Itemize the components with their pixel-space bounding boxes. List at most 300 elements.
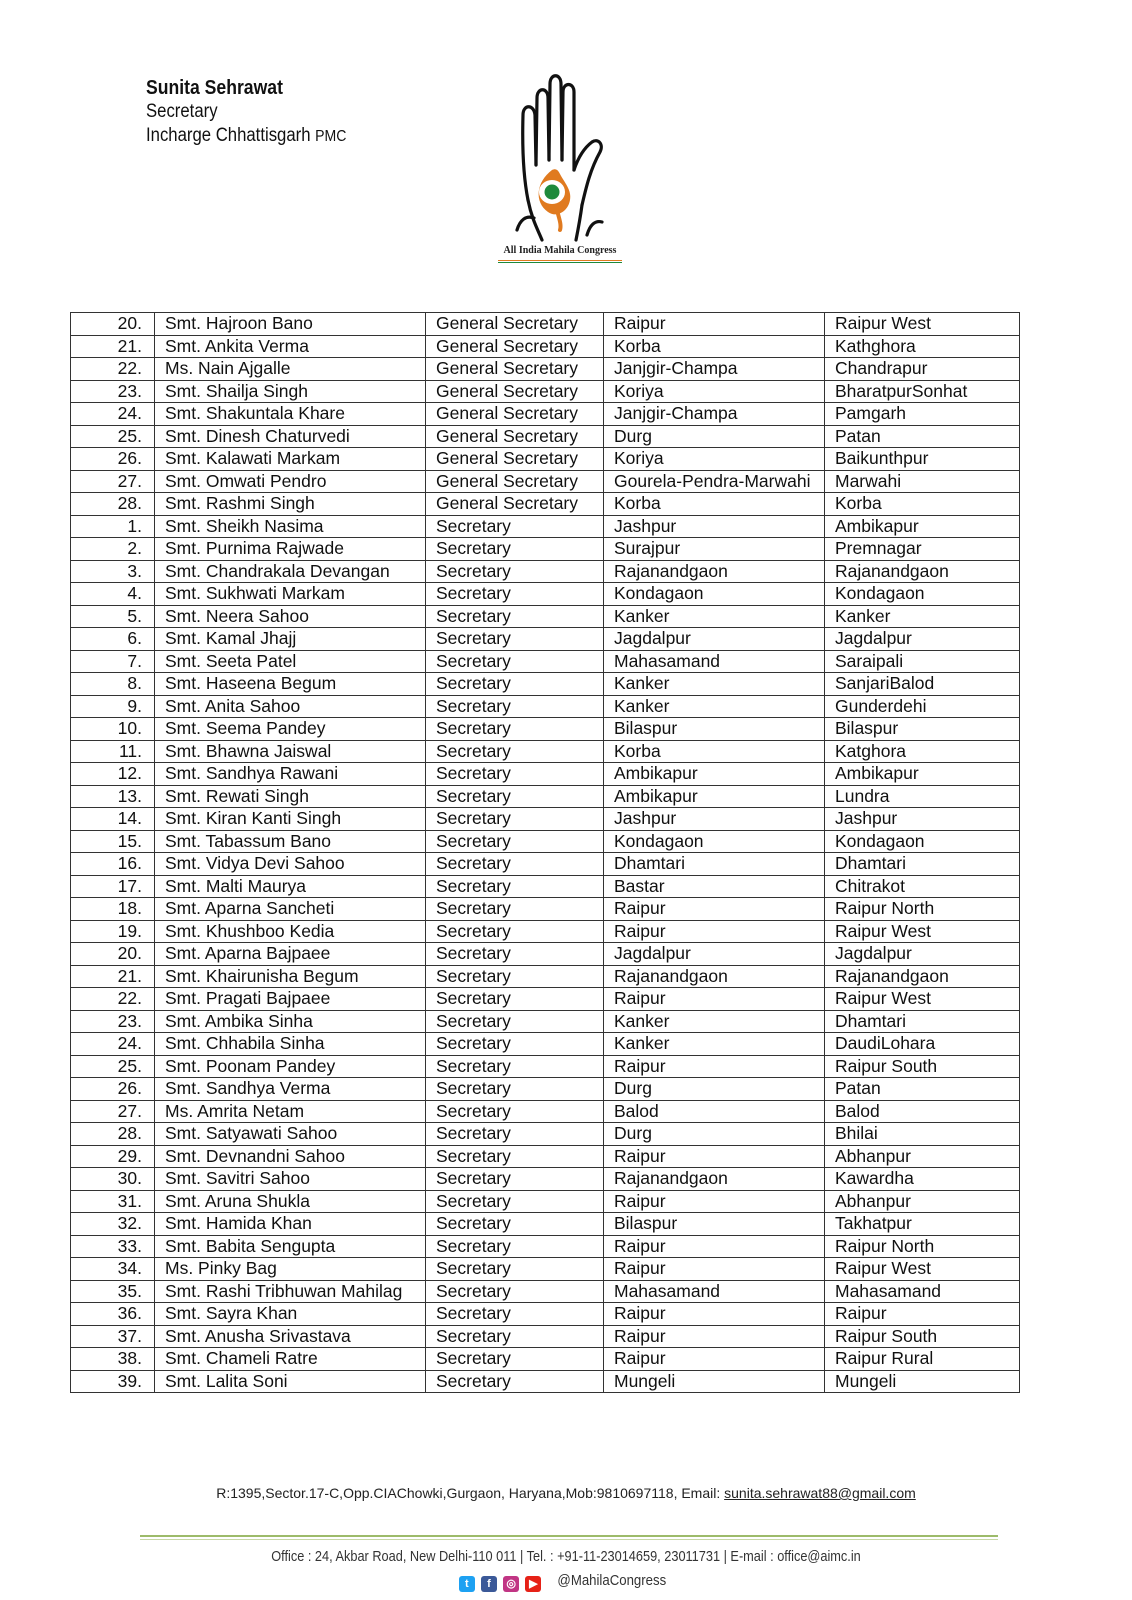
district-cell: Raipur bbox=[604, 1303, 825, 1326]
district-cell: Jashpur bbox=[604, 515, 825, 538]
member-name-cell: Smt. Khairunisha Begum bbox=[155, 965, 426, 988]
designation-cell: Secretary bbox=[426, 1348, 604, 1371]
district-cell: Raipur bbox=[604, 1325, 825, 1348]
table-row bbox=[71, 988, 1020, 1011]
aimc-logo bbox=[490, 70, 640, 270]
serial-number-cell: 13. bbox=[71, 785, 155, 808]
serial-number-cell: 6. bbox=[71, 628, 155, 651]
constituency-cell: Chandrapur bbox=[825, 358, 1020, 381]
table-row bbox=[71, 605, 1020, 628]
table-row bbox=[71, 335, 1020, 358]
member-name-cell: Smt. Bhawna Jaiswal bbox=[155, 740, 426, 763]
constituency-cell: Raipur North bbox=[825, 1235, 1020, 1258]
district-cell: Raipur bbox=[604, 313, 825, 336]
constituency-cell: Kondagaon bbox=[825, 830, 1020, 853]
designation-cell: Secretary bbox=[426, 560, 604, 583]
district-cell: Raipur bbox=[604, 1145, 825, 1168]
designation-cell: Secretary bbox=[426, 1280, 604, 1303]
member-name-cell: Smt. Chhabila Sinha bbox=[155, 1033, 426, 1056]
constituency-cell: Mungeli bbox=[825, 1370, 1020, 1393]
district-cell: Kanker bbox=[604, 605, 825, 628]
table-row bbox=[71, 1303, 1020, 1326]
member-name-cell: Smt. Aparna Bajpaee bbox=[155, 943, 426, 966]
member-name-cell: Ms. Pinky Bag bbox=[155, 1258, 426, 1281]
district-cell: Koriya bbox=[604, 380, 825, 403]
member-name-cell: Smt. Anita Sahoo bbox=[155, 695, 426, 718]
designation-cell: Secretary bbox=[426, 605, 604, 628]
constituency-cell: Ambikapur bbox=[825, 763, 1020, 786]
member-name-cell: Smt. Sandhya Verma bbox=[155, 1078, 426, 1101]
table-row bbox=[71, 1078, 1020, 1101]
table-row bbox=[71, 1100, 1020, 1123]
district-cell: Dhamtari bbox=[604, 853, 825, 876]
district-cell: Kanker bbox=[604, 673, 825, 696]
serial-number-cell: 26. bbox=[71, 1078, 155, 1101]
serial-number-cell: 12. bbox=[71, 763, 155, 786]
district-cell: Raipur bbox=[604, 1190, 825, 1213]
member-name-cell: Smt. Pragati Bajpaee bbox=[155, 988, 426, 1011]
constituency-cell: Rajanandgaon bbox=[825, 560, 1020, 583]
serial-number-cell: 31. bbox=[71, 1190, 155, 1213]
table-row bbox=[71, 493, 1020, 516]
designation-cell: Secretary bbox=[426, 673, 604, 696]
table-row bbox=[71, 853, 1020, 876]
constituency-cell: Kawardha bbox=[825, 1168, 1020, 1191]
serial-number-cell: 25. bbox=[71, 425, 155, 448]
table-row bbox=[71, 695, 1020, 718]
district-cell: Rajanandgaon bbox=[604, 560, 825, 583]
serial-number-cell: 14. bbox=[71, 808, 155, 831]
designation-cell: Secretary bbox=[426, 1010, 604, 1033]
district-cell: Mahasamand bbox=[604, 650, 825, 673]
designation-cell: General Secretary bbox=[426, 470, 604, 493]
table-row bbox=[71, 808, 1020, 831]
serial-number-cell: 38. bbox=[71, 1348, 155, 1371]
designation-cell: Secretary bbox=[426, 695, 604, 718]
constituency-cell: Raipur South bbox=[825, 1055, 1020, 1078]
constituency-cell: Raipur West bbox=[825, 988, 1020, 1011]
designation-cell: Secretary bbox=[426, 785, 604, 808]
table-row bbox=[71, 785, 1020, 808]
serial-number-cell: 22. bbox=[71, 358, 155, 381]
member-name-cell: Smt. Sukhwati Markam bbox=[155, 583, 426, 606]
table-row bbox=[71, 515, 1020, 538]
district-cell: Mungeli bbox=[604, 1370, 825, 1393]
logo-underline bbox=[498, 260, 622, 263]
constituency-cell: Patan bbox=[825, 1078, 1020, 1101]
district-cell: Raipur bbox=[604, 1055, 825, 1078]
member-name-cell: Smt. Sandhya Rawani bbox=[155, 763, 426, 786]
designation-cell: Secretary bbox=[426, 1055, 604, 1078]
member-name-cell: Smt. Kiran Kanti Singh bbox=[155, 808, 426, 831]
designation-cell: Secretary bbox=[426, 1123, 604, 1146]
district-cell: Bilaspur bbox=[604, 718, 825, 741]
constituency-cell: Chitrakot bbox=[825, 875, 1020, 898]
designation-cell: Secretary bbox=[426, 988, 604, 1011]
serial-number-cell: 27. bbox=[71, 1100, 155, 1123]
table-row bbox=[71, 403, 1020, 426]
district-cell: Kondagaon bbox=[604, 830, 825, 853]
district-cell: Ambikapur bbox=[604, 785, 825, 808]
designation-cell: Secretary bbox=[426, 740, 604, 763]
member-name-cell: Smt. Aruna Shukla bbox=[155, 1190, 426, 1213]
district-cell: Surajpur bbox=[604, 538, 825, 561]
facebook-icon[interactable]: f bbox=[481, 1576, 497, 1592]
constituency-cell: Saraipali bbox=[825, 650, 1020, 673]
constituency-cell: Kanker bbox=[825, 605, 1020, 628]
member-name-cell: Smt. Poonam Pandey bbox=[155, 1055, 426, 1078]
constituency-cell: Bilaspur bbox=[825, 718, 1020, 741]
table-row bbox=[71, 1325, 1020, 1348]
designation-cell: General Secretary bbox=[426, 493, 604, 516]
district-cell: Rajanandgaon bbox=[604, 965, 825, 988]
table-row bbox=[71, 358, 1020, 381]
district-cell: Durg bbox=[604, 1123, 825, 1146]
member-name-cell: Smt. Rewati Singh bbox=[155, 785, 426, 808]
constituency-cell: DaudiLohara bbox=[825, 1033, 1020, 1056]
designation-cell: Secretary bbox=[426, 943, 604, 966]
designation-cell: Secretary bbox=[426, 1325, 604, 1348]
member-name-cell: Smt. Vidya Devi Sahoo bbox=[155, 853, 426, 876]
table-row bbox=[71, 1190, 1020, 1213]
district-cell: Raipur bbox=[604, 1348, 825, 1371]
constituency-cell: Raipur bbox=[825, 1303, 1020, 1326]
table-row bbox=[71, 538, 1020, 561]
social-handle: @MahilaCongress bbox=[556, 1572, 666, 1589]
district-cell: Korba bbox=[604, 740, 825, 763]
serial-number-cell: 10. bbox=[71, 718, 155, 741]
table-row bbox=[71, 1258, 1020, 1281]
constituency-cell: Marwahi bbox=[825, 470, 1020, 493]
serial-number-cell: 35. bbox=[71, 1280, 155, 1303]
designation-cell: Secretary bbox=[426, 1370, 604, 1393]
serial-number-cell: 34. bbox=[71, 1258, 155, 1281]
table-row bbox=[71, 1168, 1020, 1191]
district-cell: Gourela-Pendra-Marwahi bbox=[604, 470, 825, 493]
constituency-cell: Ambikapur bbox=[825, 515, 1020, 538]
designation-cell: Secretary bbox=[426, 650, 604, 673]
serial-number-cell: 20. bbox=[71, 943, 155, 966]
designation-cell: Secretary bbox=[426, 808, 604, 831]
serial-number-cell: 32. bbox=[71, 1213, 155, 1236]
serial-number-cell: 8. bbox=[71, 673, 155, 696]
designation-cell: General Secretary bbox=[426, 425, 604, 448]
designation-cell: Secretary bbox=[426, 898, 604, 921]
serial-number-cell: 24. bbox=[71, 1033, 155, 1056]
table-row bbox=[71, 1123, 1020, 1146]
constituency-cell: Abhanpur bbox=[825, 1190, 1020, 1213]
constituency-cell: Raipur North bbox=[825, 898, 1020, 921]
table-row bbox=[71, 898, 1020, 921]
serial-number-cell: 36. bbox=[71, 1303, 155, 1326]
twitter-icon[interactable]: t bbox=[459, 1576, 475, 1592]
serial-number-cell: 29. bbox=[71, 1145, 155, 1168]
member-name-cell: Smt. Ambika Sinha bbox=[155, 1010, 426, 1033]
hand-icon bbox=[490, 70, 630, 245]
constituency-cell: Raipur West bbox=[825, 920, 1020, 943]
designation-cell: Secretary bbox=[426, 1078, 604, 1101]
instagram-icon[interactable]: ◎ bbox=[503, 1576, 519, 1592]
constituency-cell: Raipur South bbox=[825, 1325, 1020, 1348]
table-row bbox=[71, 875, 1020, 898]
constituency-cell: Kathghora bbox=[825, 335, 1020, 358]
table-row bbox=[71, 425, 1020, 448]
member-name-cell: Smt. Hajroon Bano bbox=[155, 313, 426, 336]
table-row bbox=[71, 1033, 1020, 1056]
member-name-cell: Ms. Amrita Netam bbox=[155, 1100, 426, 1123]
member-name-cell: Smt. Aparna Sancheti bbox=[155, 898, 426, 921]
member-name-cell: Smt. Sayra Khan bbox=[155, 1303, 426, 1326]
serial-number-cell: 1. bbox=[71, 515, 155, 538]
serial-number-cell: 5. bbox=[71, 605, 155, 628]
designation-cell: Secretary bbox=[426, 1190, 604, 1213]
serial-number-cell: 39. bbox=[71, 1370, 155, 1393]
designation-cell: General Secretary bbox=[426, 358, 604, 381]
member-name-cell: Smt. Seeta Patel bbox=[155, 650, 426, 673]
constituency-cell: Rajanandgaon bbox=[825, 965, 1020, 988]
district-cell: Jagdalpur bbox=[604, 943, 825, 966]
member-name-cell: Smt. Kalawati Markam bbox=[155, 448, 426, 471]
serial-number-cell: 22. bbox=[71, 988, 155, 1011]
serial-number-cell: 16. bbox=[71, 853, 155, 876]
table-row bbox=[71, 583, 1020, 606]
member-name-cell: Smt. Rashi Tribhuwan Mahilag bbox=[155, 1280, 426, 1303]
logo-text: All India Mahila Congress bbox=[503, 245, 617, 256]
constituency-cell: Dhamtari bbox=[825, 1010, 1020, 1033]
constituency-cell: Kondagaon bbox=[825, 583, 1020, 606]
district-cell: Rajanandgaon bbox=[604, 1168, 825, 1191]
member-name-cell: Smt. Purnima Rajwade bbox=[155, 538, 426, 561]
designation-cell: Secretary bbox=[426, 1303, 604, 1326]
email-link[interactable]: sunita.sehrawat88@gmail.com bbox=[724, 1485, 916, 1501]
district-cell: Korba bbox=[604, 335, 825, 358]
table-row bbox=[71, 830, 1020, 853]
designation-cell: Secretary bbox=[426, 830, 604, 853]
designation-cell: Secretary bbox=[426, 920, 604, 943]
constituency-cell: Premnagar bbox=[825, 538, 1020, 561]
designation-cell: Secretary bbox=[426, 1235, 604, 1258]
sender-title: Secretary bbox=[146, 101, 218, 122]
serial-number-cell: 21. bbox=[71, 335, 155, 358]
designation-cell: General Secretary bbox=[426, 448, 604, 471]
designation-cell: Secretary bbox=[426, 1168, 604, 1191]
social-bar bbox=[0, 1572, 1132, 1592]
constituency-cell: Mahasamand bbox=[825, 1280, 1020, 1303]
member-name-cell: Smt. Devnandni Sahoo bbox=[155, 1145, 426, 1168]
sender-address bbox=[0, 1485, 1132, 1501]
member-name-cell: Smt. Omwati Pendro bbox=[155, 470, 426, 493]
serial-number-cell: 23. bbox=[71, 1010, 155, 1033]
constituency-cell: Abhanpur bbox=[825, 1145, 1020, 1168]
table-row bbox=[71, 763, 1020, 786]
serial-number-cell: 28. bbox=[71, 1123, 155, 1146]
letterhead bbox=[146, 76, 374, 149]
district-cell: Janjgir-Champa bbox=[604, 403, 825, 426]
constituency-cell: Jagdalpur bbox=[825, 943, 1020, 966]
constituency-cell: Raipur West bbox=[825, 313, 1020, 336]
designation-cell: Secretary bbox=[426, 628, 604, 651]
constituency-cell: Pamgarh bbox=[825, 403, 1020, 426]
table-row bbox=[71, 1370, 1020, 1393]
table-row bbox=[71, 965, 1020, 988]
table-row bbox=[71, 1055, 1020, 1078]
table-row bbox=[71, 628, 1020, 651]
address-text: R:1395,Sector.17-C,Opp.CIAChowki,Gurgaon, Haryana,Mob:9810697118, Email: bbox=[216, 1485, 725, 1501]
office-address: Office : 24, Akbar Road, New Delhi-110 011 | Tel. : +91-11-23014659, 23011731 | E-mail : office@aimc.in bbox=[271, 1548, 861, 1565]
district-cell: Koriya bbox=[604, 448, 825, 471]
district-cell: Durg bbox=[604, 1078, 825, 1101]
constituency-cell: Jagdalpur bbox=[825, 628, 1020, 651]
table-row bbox=[71, 673, 1020, 696]
table-row bbox=[71, 560, 1020, 583]
member-name-cell: Smt. Dinesh Chaturvedi bbox=[155, 425, 426, 448]
serial-number-cell: 30. bbox=[71, 1168, 155, 1191]
members-table bbox=[70, 312, 1020, 1393]
table-row bbox=[71, 448, 1020, 471]
constituency-cell: Takhatpur bbox=[825, 1213, 1020, 1236]
member-name-cell: Smt. Chandrakala Devangan bbox=[155, 560, 426, 583]
constituency-cell: Korba bbox=[825, 493, 1020, 516]
designation-cell: Secretary bbox=[426, 1145, 604, 1168]
constituency-cell: Dhamtari bbox=[825, 853, 1020, 876]
designation-cell: Secretary bbox=[426, 583, 604, 606]
table-row bbox=[71, 380, 1020, 403]
member-name-cell: Smt. Haseena Begum bbox=[155, 673, 426, 696]
serial-number-cell: 9. bbox=[71, 695, 155, 718]
table-row bbox=[71, 1145, 1020, 1168]
constituency-cell: Bhilai bbox=[825, 1123, 1020, 1146]
district-cell: Kanker bbox=[604, 695, 825, 718]
table-row bbox=[71, 718, 1020, 741]
member-name-cell: Smt. Malti Maurya bbox=[155, 875, 426, 898]
district-cell: Kanker bbox=[604, 1033, 825, 1056]
district-cell: Mahasamand bbox=[604, 1280, 825, 1303]
district-cell: Raipur bbox=[604, 1235, 825, 1258]
serial-number-cell: 19. bbox=[71, 920, 155, 943]
constituency-cell: Gunderdehi bbox=[825, 695, 1020, 718]
designation-cell: General Secretary bbox=[426, 313, 604, 336]
designation-cell: Secretary bbox=[426, 875, 604, 898]
member-name-cell: Smt. Hamida Khan bbox=[155, 1213, 426, 1236]
district-cell: Bilaspur bbox=[604, 1213, 825, 1236]
member-name-cell: Smt. Neera Sahoo bbox=[155, 605, 426, 628]
serial-number-cell: 24. bbox=[71, 403, 155, 426]
serial-number-cell: 37. bbox=[71, 1325, 155, 1348]
designation-cell: Secretary bbox=[426, 1258, 604, 1281]
designation-cell: Secretary bbox=[426, 1033, 604, 1056]
table-row bbox=[71, 470, 1020, 493]
district-cell: Jagdalpur bbox=[604, 628, 825, 651]
constituency-cell: SanjariBalod bbox=[825, 673, 1020, 696]
sender-name: Sunita Sehrawat bbox=[146, 77, 283, 99]
member-name-cell: Smt. Chameli Ratre bbox=[155, 1348, 426, 1371]
district-cell: Jashpur bbox=[604, 808, 825, 831]
table-row bbox=[71, 1235, 1020, 1258]
district-cell: Kanker bbox=[604, 1010, 825, 1033]
designation-cell: Secretary bbox=[426, 965, 604, 988]
district-cell: Bastar bbox=[604, 875, 825, 898]
district-cell: Raipur bbox=[604, 920, 825, 943]
serial-number-cell: 11. bbox=[71, 740, 155, 763]
footer-rule bbox=[140, 1535, 998, 1540]
serial-number-cell: 17. bbox=[71, 875, 155, 898]
constituency-cell: BharatpurSonhat bbox=[825, 380, 1020, 403]
serial-number-cell: 27. bbox=[71, 470, 155, 493]
member-name-cell: Smt. Seema Pandey bbox=[155, 718, 426, 741]
serial-number-cell: 26. bbox=[71, 448, 155, 471]
constituency-cell: Katghora bbox=[825, 740, 1020, 763]
table-row bbox=[71, 1280, 1020, 1303]
district-cell: Raipur bbox=[604, 898, 825, 921]
designation-cell: General Secretary bbox=[426, 335, 604, 358]
member-name-cell: Smt. Shailja Singh bbox=[155, 380, 426, 403]
serial-number-cell: 25. bbox=[71, 1055, 155, 1078]
serial-number-cell: 33. bbox=[71, 1235, 155, 1258]
district-cell: Raipur bbox=[604, 1258, 825, 1281]
constituency-cell: Lundra bbox=[825, 785, 1020, 808]
constituency-cell: Raipur Rural bbox=[825, 1348, 1020, 1371]
designation-cell: Secretary bbox=[426, 1213, 604, 1236]
serial-number-cell: 15. bbox=[71, 830, 155, 853]
serial-number-cell: 23. bbox=[71, 380, 155, 403]
table-row bbox=[71, 1010, 1020, 1033]
serial-number-cell: 21. bbox=[71, 965, 155, 988]
constituency-cell: Baikunthpur bbox=[825, 448, 1020, 471]
member-name-cell: Smt. Babita Sengupta bbox=[155, 1235, 426, 1258]
member-name-cell: Smt. Rashmi Singh bbox=[155, 493, 426, 516]
serial-number-cell: 3. bbox=[71, 560, 155, 583]
designation-cell: Secretary bbox=[426, 853, 604, 876]
designation-cell: Secretary bbox=[426, 763, 604, 786]
designation-cell: Secretary bbox=[426, 538, 604, 561]
district-cell: Korba bbox=[604, 493, 825, 516]
member-name-cell: Smt. Khushboo Kedia bbox=[155, 920, 426, 943]
designation-cell: Secretary bbox=[426, 515, 604, 538]
member-name-cell: Smt. Shakuntala Khare bbox=[155, 403, 426, 426]
member-name-cell: Smt. Sheikh Nasima bbox=[155, 515, 426, 538]
member-name-cell: Smt. Kamal Jhajj bbox=[155, 628, 426, 651]
district-cell: Kondagaon bbox=[604, 583, 825, 606]
serial-number-cell: 7. bbox=[71, 650, 155, 673]
table-row bbox=[71, 1213, 1020, 1236]
member-name-cell: Smt. Tabassum Bano bbox=[155, 830, 426, 853]
constituency-cell: Jashpur bbox=[825, 808, 1020, 831]
district-cell: Durg bbox=[604, 425, 825, 448]
member-name-cell: Smt. Savitri Sahoo bbox=[155, 1168, 426, 1191]
members-table-body bbox=[71, 313, 1020, 1393]
youtube-icon[interactable]: ▶ bbox=[525, 1576, 541, 1592]
constituency-cell: Raipur West bbox=[825, 1258, 1020, 1281]
district-cell: Janjgir-Champa bbox=[604, 358, 825, 381]
constituency-cell: Patan bbox=[825, 425, 1020, 448]
member-name-cell: Smt. Ankita Verma bbox=[155, 335, 426, 358]
district-cell: Ambikapur bbox=[604, 763, 825, 786]
designation-cell: Secretary bbox=[426, 1100, 604, 1123]
serial-number-cell: 28. bbox=[71, 493, 155, 516]
serial-number-cell: 2. bbox=[71, 538, 155, 561]
table-row bbox=[71, 740, 1020, 763]
designation-cell: General Secretary bbox=[426, 403, 604, 426]
sender-incharge: Incharge Chhattisgarh PMC bbox=[146, 125, 347, 146]
serial-number-cell: 18. bbox=[71, 898, 155, 921]
member-name-cell: Ms. Nain Ajgalle bbox=[155, 358, 426, 381]
designation-cell: Secretary bbox=[426, 718, 604, 741]
member-name-cell: Smt. Lalita Soni bbox=[155, 1370, 426, 1393]
table-row bbox=[71, 650, 1020, 673]
table-row bbox=[71, 1348, 1020, 1371]
constituency-cell: Balod bbox=[825, 1100, 1020, 1123]
table-row bbox=[71, 313, 1020, 336]
